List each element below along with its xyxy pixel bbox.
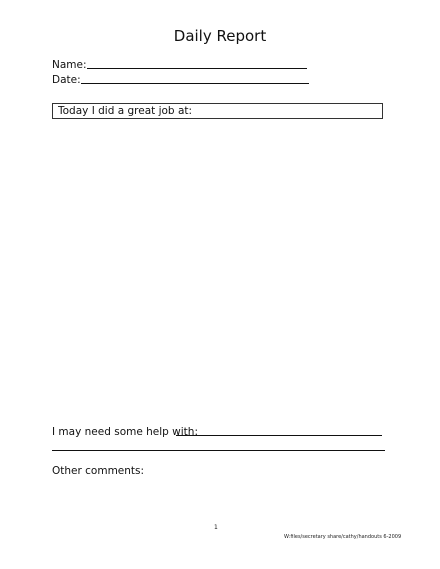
date-label: Date: [52, 74, 81, 86]
comments-label: Other comments: [52, 465, 145, 477]
name-blank-line [87, 68, 307, 69]
great-job-label: Today I did a great job at: [58, 105, 193, 117]
footer-file-path: W:files/secretary share/cathy/handouts 6-2009 [284, 534, 402, 540]
page-number: 1 [214, 524, 218, 531]
name-label: Name: [52, 59, 87, 71]
page-title: Daily Report [173, 27, 267, 45]
help-blank-line [176, 435, 382, 436]
date-blank-line [81, 83, 309, 84]
great-job-box [52, 103, 383, 119]
help-second-blank-line [52, 450, 385, 451]
help-label: I may need some help with: [52, 426, 198, 438]
